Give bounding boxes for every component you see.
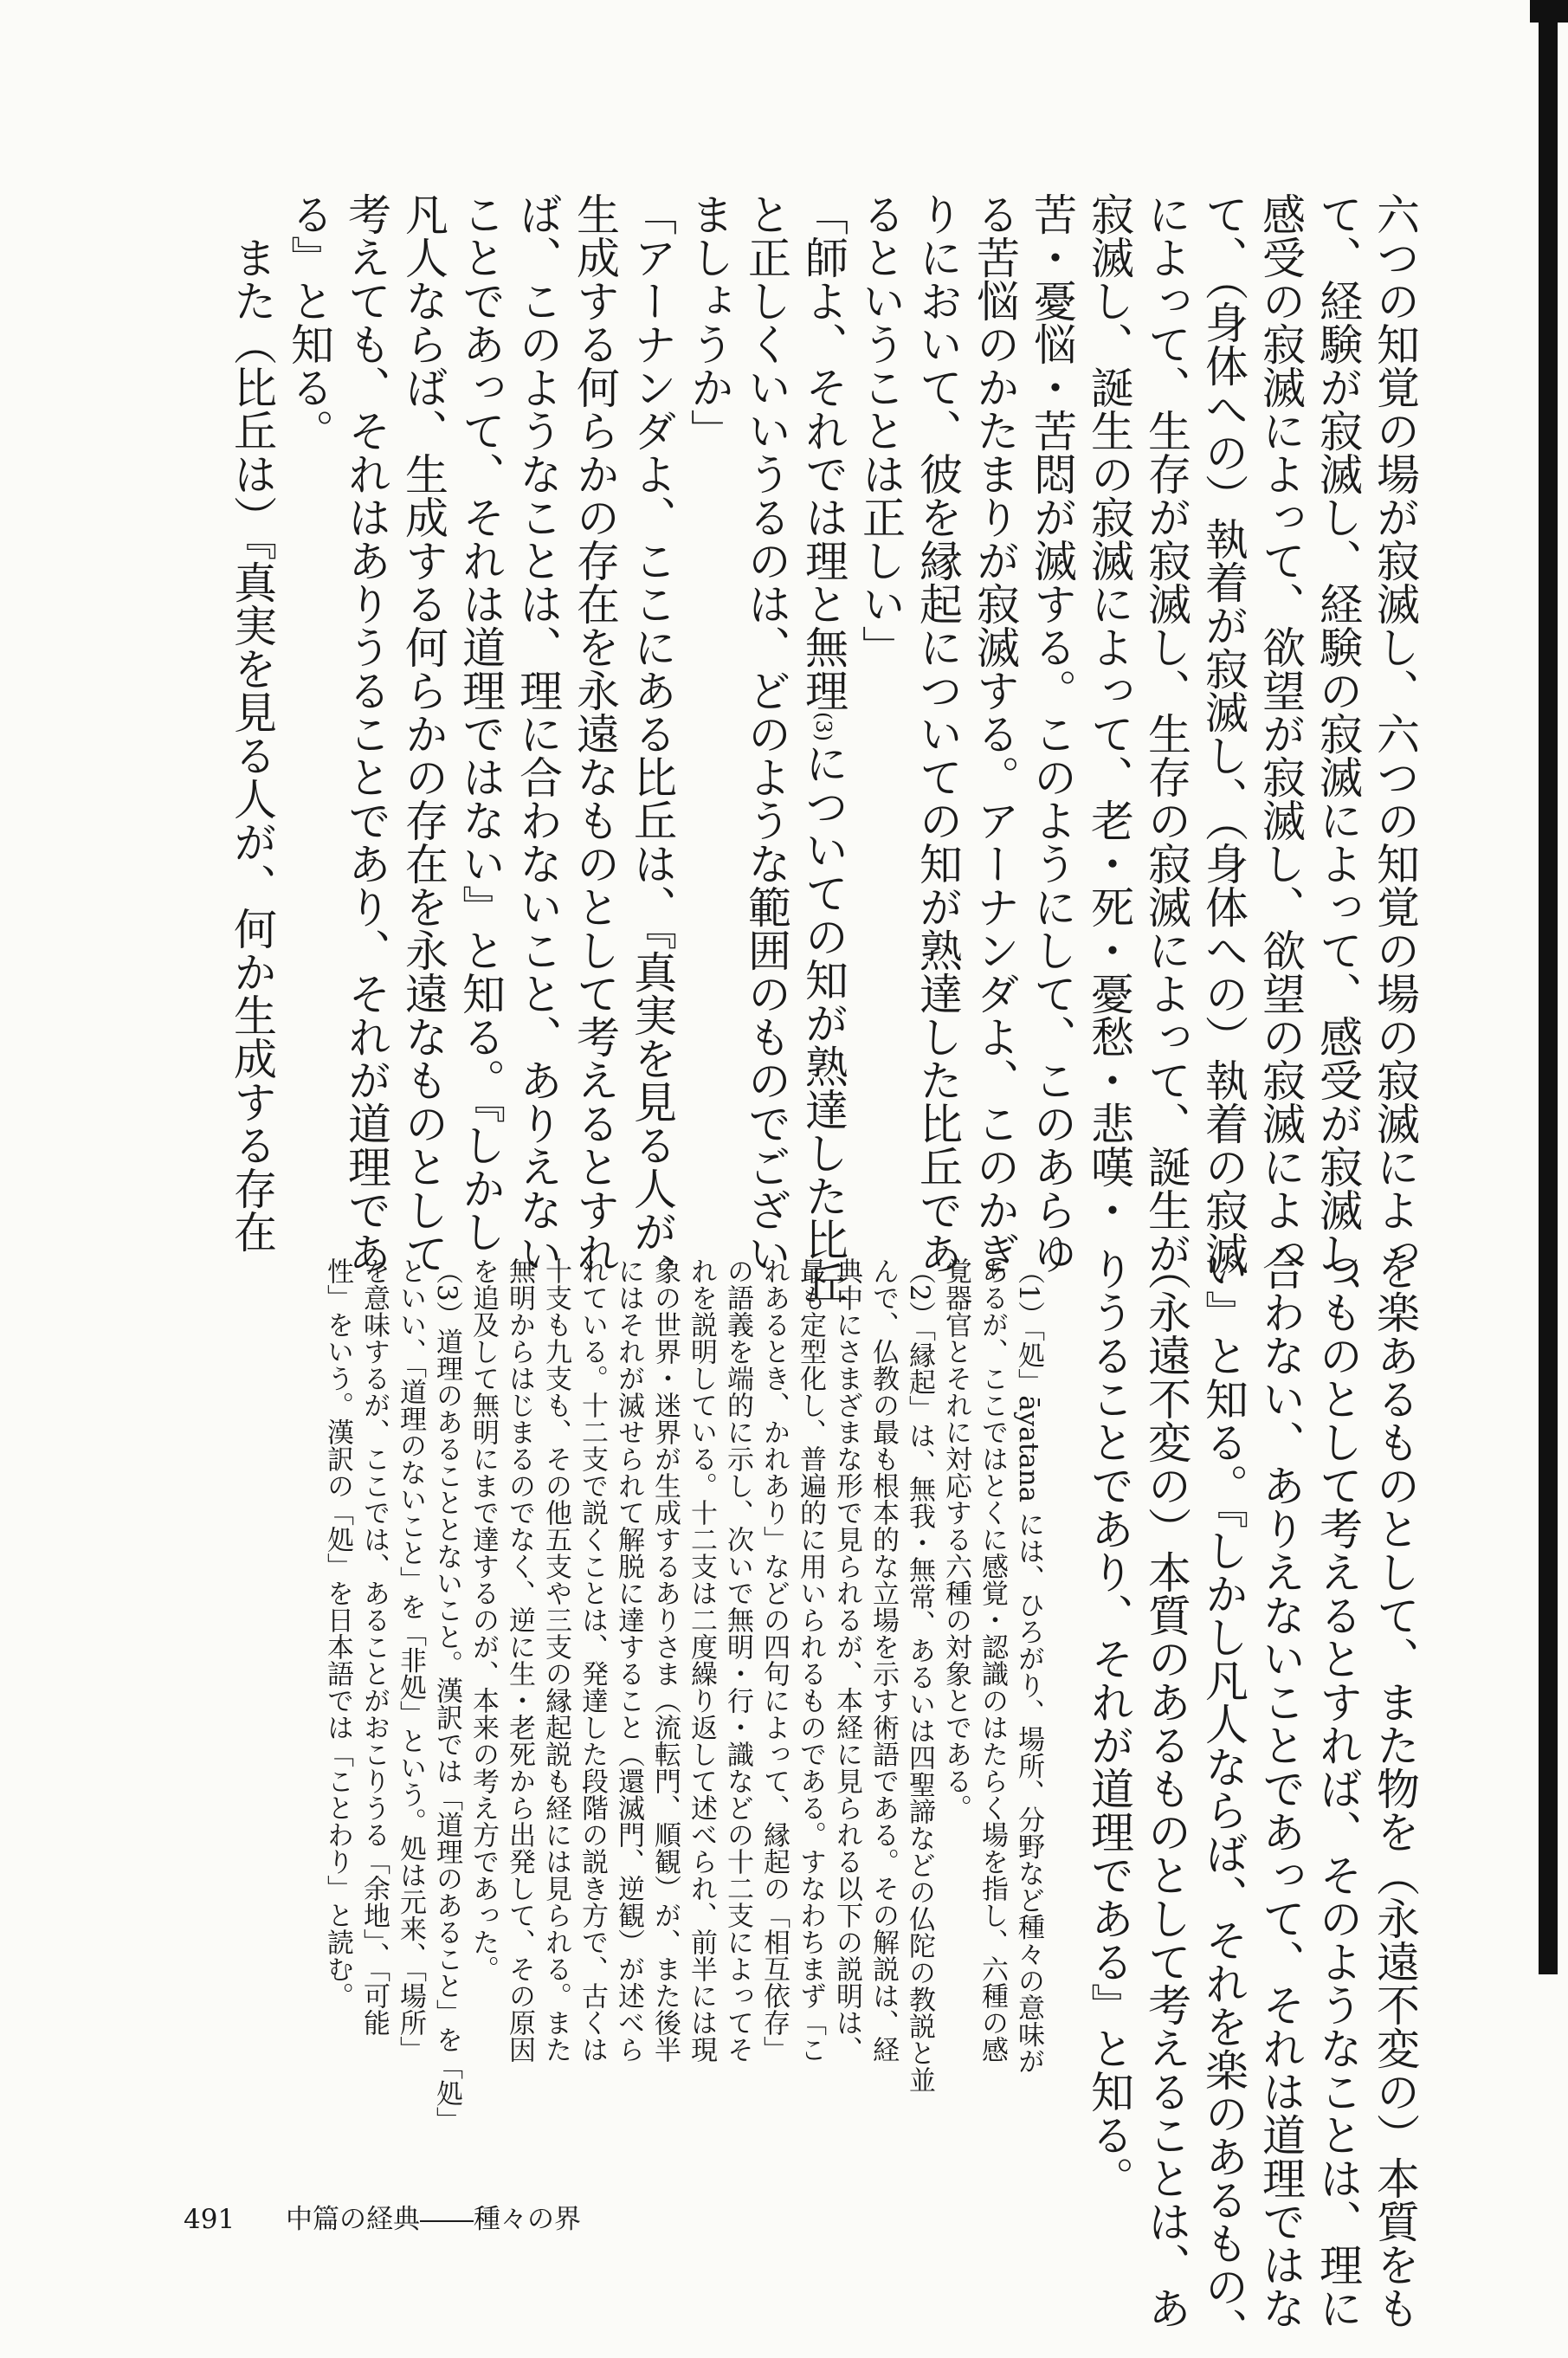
upper-column-18: 凡人ならば、生成する何らかの存在を永遠なものとして xyxy=(398,192,448,1275)
lower-column-3: 合わない、ありえないことであって、それは道理ではな xyxy=(1255,1247,1306,2329)
upper-column-10: るということは正しい」 xyxy=(855,192,906,669)
upper-column-4: て、（身体への）執着が寂滅し、（身体への）執着の寂滅 xyxy=(1198,192,1249,1275)
upper-column-9: りにおいて、彼を縁起についての知が熟達した比丘であ xyxy=(913,192,963,1275)
note-line-17: （3）道理のあることとないこと。漢訳では「道理のあること」を「処」 xyxy=(431,1257,462,2134)
note-line-16: を追及して無明にまで達するのが、本来の考え方であった。 xyxy=(468,1257,499,1982)
upper-column-15: 生成する何らかの存在を永遠なものとして考えるとすれ xyxy=(570,192,620,1275)
upper-column-1: 六つの知覚の場が寂滅し、六つの知覚の場の寂滅によっ xyxy=(1370,192,1420,1275)
upper-column-11-head: 「師よ、それでは理と無理 xyxy=(798,192,849,712)
upper-column-7: 苦・憂悩・苦悶が滅する。このようにして、このあらゆ xyxy=(1027,192,1077,1275)
note-line-12: にはそれが滅せられて解脱に達すること（還滅門、逆観）が述べら xyxy=(613,1257,644,2063)
lower-column-2: つものとして考えるとすれば、そのようなことは、理に xyxy=(1313,1247,1363,2329)
page-number: 491 xyxy=(184,2204,236,2235)
note-line-20: 性」をいう。漢訳の「処」を日本語では「ことわり」と読む。 xyxy=(322,1257,353,2009)
upper-column-11-tail: についての知が熟達した比丘 xyxy=(798,741,849,1304)
upper-column-17: ことであって、それは道理ではない』と知る。『しかし xyxy=(455,192,506,1253)
note-line-2: あるが、ここではとくに感覚・認識のはたらく場を指し、六種の感 xyxy=(977,1257,1008,2063)
note-line-6: 典中にさまざまな形で見られるが、本経に見られる以下の説明は、 xyxy=(831,1257,862,2063)
note-line-7: 最も定型化し、普遍的に用いられるものである。すなわちまず「こ xyxy=(795,1257,826,2063)
page-edge-bar xyxy=(1539,0,1558,1974)
upper-column-11 xyxy=(798,192,849,1304)
upper-column-16: ば、このようなことは、理に合わないこと、ありえない xyxy=(513,192,563,1275)
upper-column-19: 考えても、それはありうることであり、それが道理であ xyxy=(341,192,391,1275)
lower-column-4: い』と知る。『しかし凡人ならば、それを楽のあるもの、 xyxy=(1198,1247,1249,2351)
note-line-11: 象の世界・迷界が生成するありさま（流転門、順観）が、また後半 xyxy=(649,1257,681,2063)
note-line-13: れている。十二支で説くことは、発達した段階の説き方で、古くは xyxy=(577,1257,608,2063)
note-line-3: 覚器官とそれに対応する六種の対象とである。 xyxy=(940,1257,971,1821)
lower-column-5: （永遠不変の）本質のあるものとして考えることは、あ xyxy=(1141,1247,1191,2329)
note-line-14: 十支も九支も、その他五支や三支の縁起説も経には見られる。また xyxy=(540,1257,571,2063)
upper-column-5: によって、生存が寂滅し、生存の寂滅によって、誕生が xyxy=(1141,192,1191,1275)
footnote-ref-3[interactable]: (3) xyxy=(811,712,836,741)
note-line-19: を意味するが、ここでは、あることがおこりうる「余地」、「可能 xyxy=(358,1257,390,2036)
note-line-9: の語義を端的に示し、次いで無明・行・識などの十二支によってそ xyxy=(722,1257,753,2063)
note-line-1: （1）「処」āyatana には、ひろがり、場所、分野など種々の意味が xyxy=(1013,1257,1044,2075)
upper-column-14: 「アーナンダよ、ここにある比丘は、『真実を見る人が、 xyxy=(627,192,677,1296)
note-line-8: れあるとき、かれあり」などの四句によって、縁起の「相互依存」 xyxy=(758,1257,790,2063)
upper-column-20: る』と知る。 xyxy=(284,192,334,452)
upper-column-13: ましょうか」 xyxy=(684,192,734,452)
note-line-4: （2）「縁起」は、無我・無常、あるいは四聖諦などの仏陀の教説と並 xyxy=(904,1257,935,2094)
running-title: 中篇の経典――種々の界 xyxy=(286,2204,581,2235)
lower-column-1: を楽あるものとして、また物を（永遠不変の）本質をも xyxy=(1370,1247,1420,2329)
note-line-15: 無明からはじまるのでなく、逆に生・老死から出発して、その原因 xyxy=(504,1257,535,2063)
upper-column-2: て、経験が寂滅し、経験の寂滅によって、感受が寂滅し、 xyxy=(1313,192,1363,1318)
note-line-5: んで、仏教の最も根本的な立場を示す術語である。その解説は、経 xyxy=(868,1257,899,2063)
upper-column-21: また（比丘は）『真実を見る人が、何か生成する存在 xyxy=(227,192,277,1253)
note-line-18: といい、「道理のないこと」を「非処」という。処は元来、「場所」 xyxy=(395,1257,426,2063)
upper-column-3: 感受の寂滅によって、欲望が寂滅し、欲望の寂滅によっ xyxy=(1255,192,1306,1275)
upper-column-8: る苦悩のかたまりが寂滅する。アーナンダよ、このかぎ xyxy=(970,192,1020,1275)
upper-column-12: と正しくいいうるのは、どのような範囲のものでござい xyxy=(741,192,791,1275)
note-line-10: れを説明している。十二支は二度繰り返して述べられ、前半には現 xyxy=(686,1257,717,2063)
lower-column-6: りうることであり、それが道理である』と知る。 xyxy=(1084,1247,1134,2200)
upper-column-6: 寂滅し、誕生の寂滅によって、老・死・憂愁・悲嘆・ xyxy=(1084,192,1134,1231)
